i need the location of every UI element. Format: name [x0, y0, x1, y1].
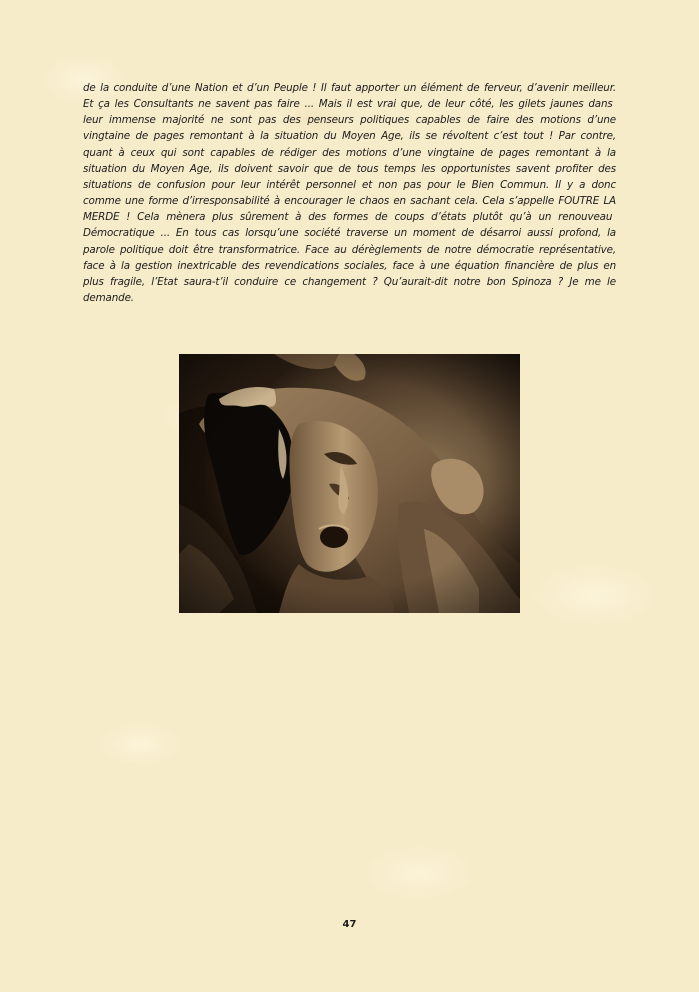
page-number: 47	[342, 919, 357, 930]
text-line-13: plus fragile, l’Etat saura-t’il conduire ce changement ? Qu’aurait-dit notre bon Spinoza ? Je me le	[83, 275, 616, 288]
text-line-14: demande.	[83, 292, 134, 305]
text-line-9: MERDE ! Cela mènera plus sûrement à des formes de coups d’états plutôt qu’à un renouveau	[83, 211, 613, 224]
sculpture-photo	[179, 354, 520, 613]
text-line-6: situation du Moyen Age, ils doivent savoir que de tous temps les opportunistes savent profiter des	[83, 162, 616, 175]
text-line-4: vingtaine de pages remontant à la situation du Moyen Age, ils se révoltent c’est tout ! Par contre,	[83, 130, 616, 143]
text-line-10: Démocratique ... En tous cas lorsqu’une société traverse un moment de désarroi aussi profond, la	[83, 227, 616, 240]
text-line-8: comme une forme d’irresponsabilité à encourager le chaos en sachant cela. Cela s’appelle FOUTRE LA	[83, 195, 616, 208]
text-line-11: parole politique doit être transformatrice. Face au dérèglements de notre démocratie représentative,	[83, 243, 616, 256]
text-line-2: Et ça les Consultants ne savent pas faire ... Mais il est vrai que, de leur côté, les gilets jaunes dans	[83, 98, 613, 111]
text-line-1: de la conduite d’une Nation et d’un Peuple ! Il faut apporter un élément de ferveur, d’avenir meilleur.	[83, 82, 616, 94]
text-line-7: situations de confusion pour leur intérêt personnel et non pas pour le Bien Commun. Il y a donc	[83, 178, 616, 191]
text-line-5: quant à ceux qui sont capables de rédiger des motions d’une vingtaine de pages remontant à la	[83, 146, 616, 159]
text-line-3: leur immense majorité ne sont pas des penseurs politiques capables de faire des motions d’une	[83, 114, 616, 127]
body-paragraph	[83, 80, 616, 306]
text-line-12: face à la gestion inextricable des revendications sociales, face à une équation financière de plus en	[83, 259, 616, 272]
